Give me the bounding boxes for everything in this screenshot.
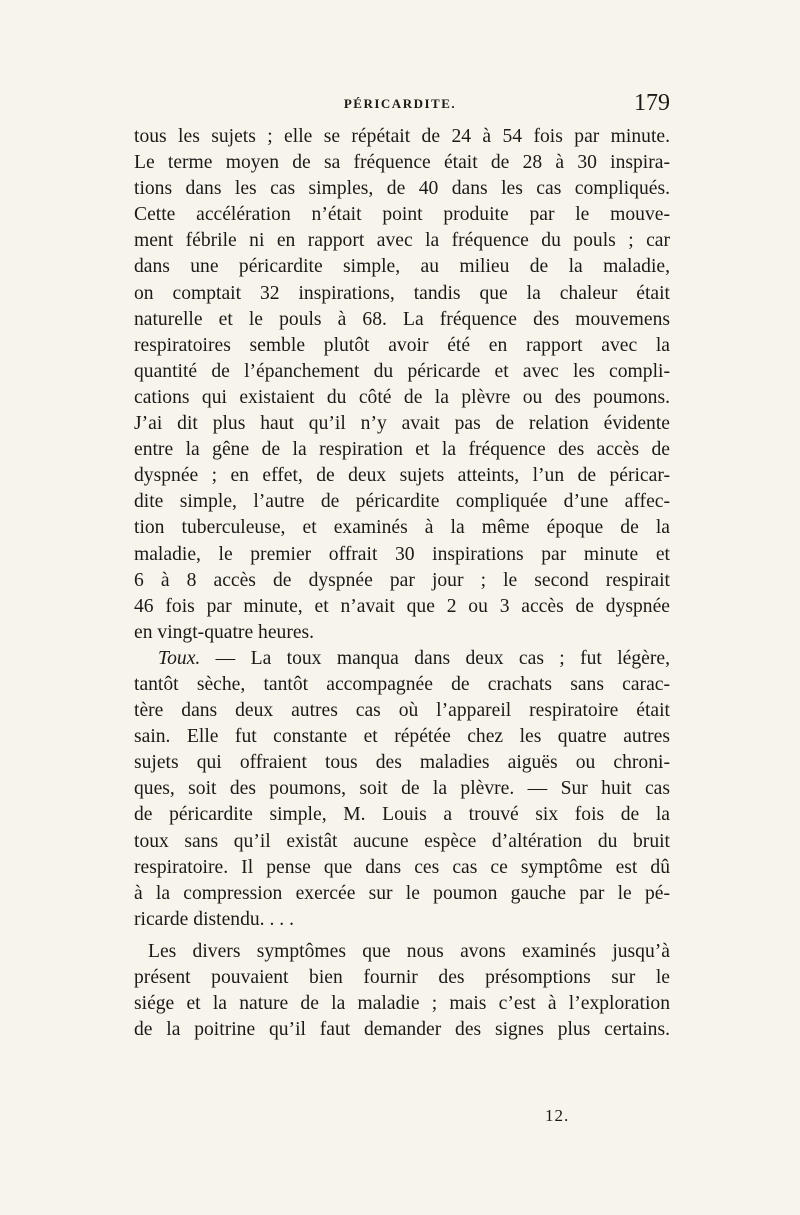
- text-line: respiratoires semble plutôt avoir été en rapport avec la: [134, 334, 670, 356]
- text-line: J’ai dit plus haut qu’il n’y avait pas de relation évidente: [134, 413, 670, 435]
- text-line: sain. Elle fut constante et répétée chez les quatre autres: [134, 726, 670, 748]
- text-line: entre la gêne de la respiration et la fréquence des accès de: [134, 439, 670, 461]
- text-line: on comptait 32 inspirations, tandis que la chaleur était: [134, 282, 670, 304]
- signature-mark: 12.: [545, 1106, 570, 1125]
- text-line: maladie, le premier offrait 30 inspirations par minute et: [134, 543, 670, 565]
- text-line: naturelle et le pouls à 68. La fréquence des mouvemens: [134, 308, 670, 330]
- text-line: de la poitrine qu’il faut demander des signes plus certains.: [134, 1019, 670, 1041]
- text-line: dyspnée ; en effet, de deux sujets atteints, l’un de péricar-: [134, 465, 670, 487]
- text-line: présent pouvaient bien fournir des présomptions sur le: [134, 967, 670, 988]
- text-line: tions dans les cas simples, de 40 dans les cas compliqués.: [134, 178, 670, 200]
- text-line: dans une péricardite simple, au milieu de la maladie,: [134, 256, 670, 278]
- text-line: ment fébrile ni en rapport avec la fréquence du pouls ; car: [134, 230, 670, 252]
- text-line: tous les sujets ; elle se répétait de 24 à 54 fois par minute.: [134, 126, 670, 147]
- text-line: dite simple, l’autre de péricardite compliquée d’une affec-: [134, 491, 670, 513]
- text-line: en vingt-quatre heures.: [134, 621, 315, 643]
- text-line: tère dans deux autres cas où l’appareil respiratoire était: [134, 700, 670, 722]
- body-text: [134, 124, 670, 1043]
- text-line: Les divers symptômes que nous avons examinés jusqu’à: [148, 940, 670, 962]
- section-heading-toux: Toux.: [158, 647, 201, 669]
- text-line: toux sans qu’il existât aucune espèce d’altération du bruit: [134, 830, 670, 852]
- text-line: Le terme moyen de sa fréquence était de 28 à 30 inspira-: [134, 152, 670, 174]
- text-line: tantôt sèche, tantôt accompagnée de crachats sans carac-: [134, 673, 670, 695]
- text-line: respiratoire. Il pense que dans ces cas ce symptôme est dû: [134, 856, 670, 878]
- text-line: ques, soit des poumons, soit de la plèvre. — Sur huit cas: [134, 778, 670, 800]
- text-line: siége et la nature de la maladie ; mais c’est à l’exploration: [134, 993, 670, 1015]
- text-line: 6 à 8 accès de dyspnée par jour ; le second respirait: [134, 569, 670, 591]
- page-number: 179: [634, 90, 670, 116]
- text-line: à la compression exercée sur le poumon gauche par le pé-: [134, 882, 670, 904]
- running-head: [130, 90, 670, 122]
- text-line: sujets qui offraient tous des maladies aiguës ou chroni-: [134, 752, 670, 774]
- text-line: de péricardite simple, M. Louis a trouvé six fois de la: [134, 804, 670, 826]
- text-line: ricarde distendu. . . .: [134, 908, 294, 930]
- text-line: quantité de l’épanchement du péricarde et avec les compli-: [134, 360, 670, 382]
- text-line: Cette accélération n’était point produite par le mouve-: [134, 204, 670, 226]
- running-head-title: PÉRICARDITE.: [343, 96, 457, 111]
- text-line: cations qui existaient du côté de la plèvre ou des poumons.: [134, 386, 670, 408]
- text-line: tion tuberculeuse, et examinés à la même époque de la: [134, 517, 670, 539]
- text-line: 46 fois par minute, et n’avait que 2 ou 3 accès de dyspnée: [134, 595, 670, 617]
- text-line-toux-heading: Toux. — La toux manqua dans deux cas ; fut légère,: [158, 647, 670, 669]
